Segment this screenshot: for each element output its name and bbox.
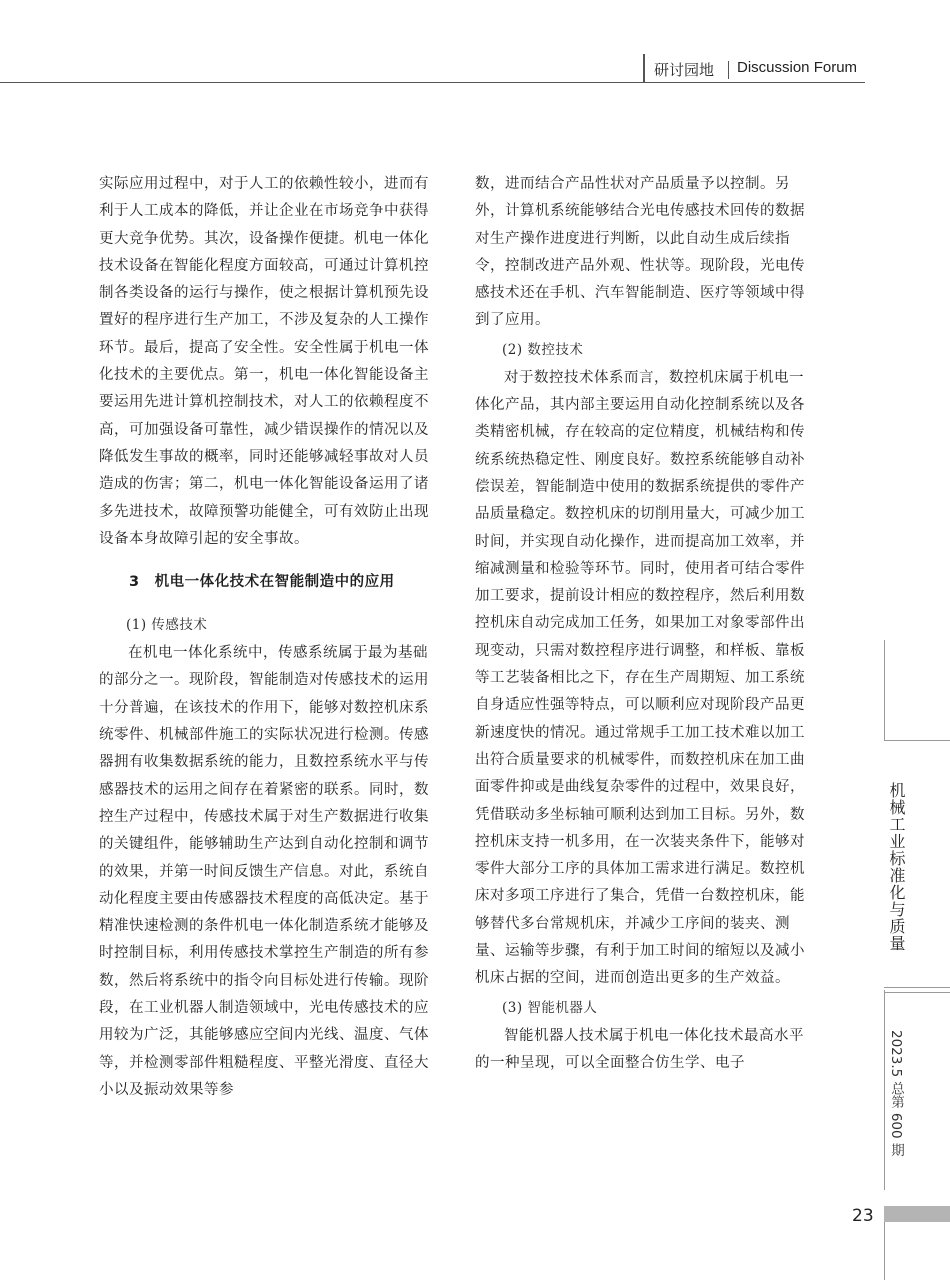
left-column <box>99 171 439 1104</box>
page-number: 23 <box>852 1206 874 1226</box>
right-column <box>475 171 815 1077</box>
sidebar-line-bottom <box>884 1222 885 1280</box>
right-paragraph-2: 对于数控技术体系而言，数控机床属于机电一体化产品，其内部主要运用自动化控制系统以及各类精密机械，存在较高的定位精度，机械结构和传统系统热稳定性、刚度良好。数控系统能够自动补偿误差，智能制造中使用的数据系统提供的零件产品质量稳定。数控机床的切削用量大，可减少加工时间，并实现自动化操作，进而提高加工效率，并缩减测量和检验等环节。同时，使用者可结合零件加工要求，提前设计相应的数控程序，然后利用数控机床自动完成加工任务，如果加工对象零部件出现变动，只需对数控程序进行调整，和样板、靠板等工艺装备相比之下，存在生产周期短、加工系统自身适应性强等特点，可以顺利应对现阶段产品更新速度快的情况。通过常规手工加工技术难以加工出符合质量要求的机械零件，而数控机床在加工曲面零件抑或是曲线复杂零件的过程中，效果良好，凭借联动多坐标轴可顺利达到加工目标。另外，数控机床支持一机多用，在一次装夹条件下，能够对零件大部分工序的具体加工需求进行满足。数控机床对多项工序进行了集合，凭借一台数控机床，能够替代多台常规机床，并减少工序间的装夹、测量、运输等步骤，有利于加工时间的缩短以及减小机床占据的空间，进而创造出更多的生产效益。 <box>475 369 805 987</box>
page-tab-bar <box>884 1206 950 1222</box>
left-paragraph-2: 在机电一体化系统中，传感系统属于最为基础的部分之一。现阶段，智能制造对传感技术的运用十分普遍，在该技术的作用下，能够对数控机床系统零件、机械部件施工的实际状况进行检测。传感器拥有收集数据系统的能力，且数控系统水平与传感器技术的运用之间存在着紧密的联系。同时，数控生产过程中，传感技术属于对生产数据进行收集的关键组件，能够辅助生产达到自动化控制和调节的效果，并第一时间反馈生产信息。对此，系统自动化程度主要由传感器技术程度的高低决定。基于精准快速检测的条件机电一体化制造系统才能够及时控制目标，利用传感技术掌控生产制造的所有参数，然后将系统中的指令向目标处进行传输。现阶段，在工业机器人制造领域中，光电传感技术的应用较为广泛，其能够感应空间内光线、温度、气体等，并检测零部件粗糙程度、平整光滑度、直径大小以及振动效果等参 <box>99 645 429 1098</box>
subheading-sensing: (1) 传感技术 <box>126 617 208 634</box>
subheading-cnc: (2) 数控技术 <box>502 341 584 358</box>
right-paragraph-3: 智能机器人技术属于机电一体化技术最高水平的一种呈现，可以全面整合仿生学、电子 <box>475 1027 804 1071</box>
sidebar-line-top <box>884 640 885 740</box>
section-heading: 3 机电一体化技术在智能制造中的应用 <box>129 574 395 591</box>
sidebar-rule-1 <box>884 740 950 741</box>
header-rule <box>0 82 865 83</box>
left-paragraph-1: 实际应用过程中，对于人工的依赖性较小，进而有利于人工成本的降低，并让企业在市场竞争中获得更大竞争优势。其次，设备操作便捷。机电一体化技术设备在智能化程度方面较高，可通过计算机控制各类设备的运行与操作，使之根据计算机预先设置好的程序进行生产加工，不涉及复杂的人工操作环节。最后，提高了安全性。安全性属于机电一体化技术的主要优点。第一，机电一体化智能设备主要运用先进计算机控制技术，对人工的依赖程度不高，可加强设备可靠性，减少错误操作的情况以及降低发生事故的概率，同时还能够减轻事故对人员造成的伤害；第二，机电一体化智能设备运用了诸多先进技术，故障预警功能健全，可有效防止出现设备本身故障引起的安全事故。 <box>99 176 429 547</box>
sidebar-rule-2 <box>884 987 950 988</box>
journal-name: 机械工业标准化与质量 <box>887 782 906 952</box>
header-section-cn: 研讨园地 <box>654 61 715 79</box>
sidebar-line-middle <box>884 990 885 1190</box>
right-paragraph-1: 数，进而结合产品性状对产品质量予以控制。另外，计算机系统能够结合光电传感技术回传的数据对生产操作进度进行判断，以此自动生成后续指令，控制改进产品外观、性状等。现阶段，光电传感技术还在手机、汽车智能制造、医疗等领域中得到了应用。 <box>475 176 805 329</box>
header-divider-bar <box>643 54 645 82</box>
issue-label: 2023.5 总第 600 期 <box>888 1030 904 1157</box>
header-section-en: Discussion Forum <box>737 59 858 76</box>
sidebar-rule-3 <box>884 992 950 993</box>
subheading-robot: (3) 智能机器人 <box>502 999 598 1016</box>
header-separator <box>728 61 729 79</box>
